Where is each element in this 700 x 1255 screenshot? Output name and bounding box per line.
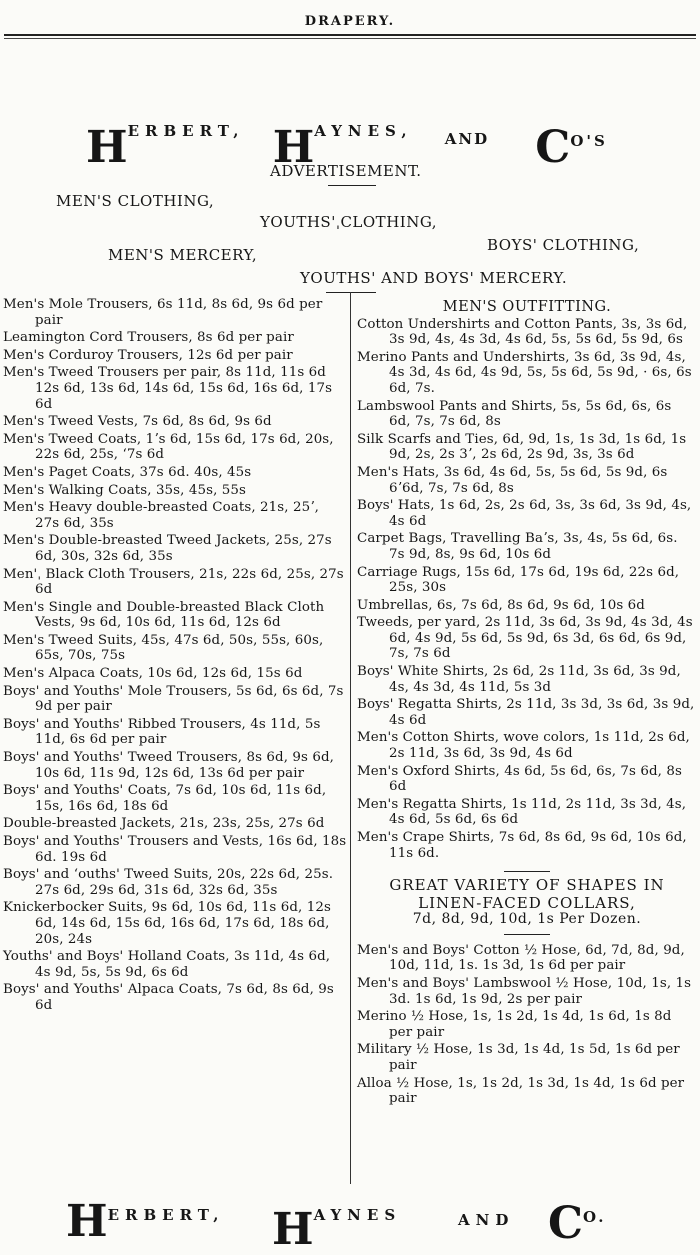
banner-boys-clothing: BOYS' CLOTHING,	[487, 236, 640, 254]
footer-herbert	[66, 1196, 225, 1247]
banner-youths-boys-mercery: YOUTHS' AND BOYS' MERCERY.	[300, 269, 568, 287]
banner-bottom-rule	[326, 292, 376, 293]
header-rule-thin	[4, 38, 696, 39]
list-item: Tweeds, per yard, 2s 11d, 3s 6d, 3s 9d, 4s 3d, 4s 6d, 4s 9d, 5s 6d, 5s 9d, 6s 3d, 6s 6d, 6s 9d, 7s, 7s 6d	[357, 615, 693, 662]
banner-subtitle: ADVERTISEMENT.	[270, 162, 422, 180]
banner-and: AND	[444, 130, 490, 148]
list-item: Men's Cotton Shirts, wove colors, 1s 11d, 2s 6d, 2s 11d, 3s 6d, 3s 9d, 4s 6d	[357, 730, 690, 762]
list-item: Men's Tweed Coats, 1ʼs 6d, 15s 6d, 17s 6d, 20s, 22s 6d, 25s, ʻ7s 6d	[3, 431, 334, 463]
banner-mens-clothing: MEN'S CLOTHING,	[56, 192, 215, 210]
banner-h-initial: H	[86, 122, 128, 173]
list-item: Men's and Boys' Cotton ½ Hose, 6d, 7d, 8d, 9d, 10d, 11d, 1s. 1s 3d, 1s 6d per pair	[357, 942, 685, 974]
banner-h2-initial: H	[272, 122, 315, 173]
list-item: Men's and Boys' Lambswool ½ Hose, 10d, 1s, 1s 3d. 1s 6d, 1s 9d, 2s per pair	[357, 975, 692, 1007]
collars-prices: 7d, 8d, 9d, 10d, 1s Per Dozen.	[412, 911, 642, 928]
list-item: Men's Paget Coats, 37s 6d. 40s, 45s	[3, 464, 252, 480]
banner-co: O'S	[570, 132, 608, 150]
list-item: Men's Heavy double-breasted Coats, 21s, 25ʼ, 27s 6d, 35s	[3, 500, 319, 531]
list-item: Lambswool Pants and Shirts, 5s, 5s 6d, 6s, 6s 6d, 7s, 7s 6d, 8s	[357, 398, 672, 430]
footer-haynes	[272, 1200, 402, 1255]
footer-h-initial: H	[66, 1196, 108, 1247]
list-item: Boys' and Youths' Tweed Trousers, 8s 6d, 9s 6d, 10s 6d, 11s 9d, 12s 6d, 13s 6d per pair	[3, 750, 335, 781]
outfitting-heading: MEN'S OUTFITTING.	[442, 299, 612, 315]
list-item: Boys' and ʻouths' Tweed Suits, 20s, 22s 6d, 25s. 27s 6d, 29s 6d, 31s 6d, 32s 6d, 35s	[3, 867, 334, 898]
section-title: DRAPERY.	[304, 14, 396, 29]
list-item: Boys' and Youths' Alpaca Coats, 7s 6d, 8s 6d, 9s 6d	[3, 982, 334, 1013]
list-item: Boys' and Youths' Mole Trousers, 5s 6d, 6s 6d, 7s 9d per pair	[3, 683, 344, 715]
list-item: Merino ½ Hose, 1s, 1s 2d, 1s 4d, 1s 6d, 1s 8d per pair	[357, 1009, 672, 1040]
list-item: Men's Corduroy Trousers, 12s 6d per pair	[3, 347, 293, 363]
footer-h2-initial: H	[272, 1204, 314, 1255]
list-item: Carriage Rugs, 15s 6d, 17s 6d, 19s 6d, 22s 6d, 25s, 30s	[357, 564, 680, 596]
list-item: Leamington Cord Trousers, 8s 6d per pair	[3, 330, 294, 346]
header-rule	[4, 34, 696, 36]
list-item: Men's Oxford Shirts, 4s 6d, 5s 6d, 6s, 7s 6d, 8s 6d	[357, 763, 682, 795]
footer-name-line	[0, 1196, 700, 1255]
list-item: Men's Alpaca Coats, 10s 6d, 12s 6d, 15s 6d	[3, 666, 303, 682]
footer-co	[548, 1198, 607, 1249]
banner-c-initial: C	[535, 122, 571, 173]
left-column	[3, 297, 347, 1016]
list-item: Youths' and Boys' Holland Coats, 3s 11d, 4s 6d, 4s 9d, 5s, 5s 9d, 6s 6d	[3, 949, 331, 980]
list-item: Boys' and Youths' Trousers and Vests, 16s 6d, 18s 6d. 19s 6d	[3, 834, 347, 865]
list-item: Knickerbocker Suits, 9s 6d, 10s 6d, 11s 6d, 12s 6d, 14s 6d, 15s 6d, 16s 6d, 17s 6d, 18s 6d, 20s, 24s	[3, 900, 331, 947]
list-item: Boys' and Youths' Coats, 7s 6d, 10s 6d, 11s 6d, 15s, 16s 6d, 18s 6d	[3, 783, 327, 814]
list-item: Boys' Regatta Shirts, 2s 11d, 3s 3d, 3s 6d, 3s 9d, 4s 6d	[357, 697, 695, 728]
list-item: Men's Mole Trousers, 6s 11d, 8s 6d, 9s 6d per pair	[3, 297, 323, 328]
list-item: Boys' and Youths' Ribbed Trousers, 4s 11d, 5s 11d, 6s 6d per pair	[3, 716, 321, 748]
list-item: Men's Walking Coats, 35s, 45s, 55s	[3, 482, 246, 498]
footer-and: AND	[458, 1211, 515, 1229]
list-item: Men'ˌ Black Cloth Trousers, 21s, 22s 6d, 25s, 27s 6d	[3, 566, 344, 598]
list-item: Men's Tweed Trousers per pair, 8s 11d, 11s 6d 12s 6d, 13s 6d, 14s 6d, 15s 6d, 16s 6d, 17s 6d	[3, 365, 333, 412]
list-item: Silk Scarfs and Ties, 6d, 9d, 1s, 1s 3d, 1s 6d, 1s 9d, 2s, 2s 3ʼ, 2s 6d, 2s 9d, 3s, 3s 6d	[357, 431, 687, 463]
list-item: Merino Pants and Undershirts, 3s 6d, 3s 9d, 4s, 4s 3d, 4s 6d, 4s 9d, 5s, 5s 6d, 5s 9d, · 6s, 6s 6d, 7s.	[357, 349, 692, 396]
list-item: Boys' White Shirts, 2s 6d, 2s 11d, 3s 6d, 3s 9d, 4s, 4s 3d, 4s 11d, 5s 3d	[357, 664, 681, 695]
list-item: Men's Double-breasted Tweed Jackets, 25s, 27s 6d, 30s, 32s 6d, 35s	[3, 533, 332, 564]
banner-youths-clothing: YOUTHS'ˌCLOTHING,	[260, 213, 438, 231]
list-item: Cotton Undershirts and Cotton Pants, 3s, 3s 6d, 3s 9d, 4s, 4s 3d, 4s 6d, 5s, 5s 6d, 5s 9d, 6s	[357, 316, 688, 348]
list-item: Men's Tweed Suits, 45s, 47s 6d, 50s, 55s, 60s, 65s, 70s, 75s	[3, 632, 324, 664]
collars-heading: GREAT VARIETY OF SHAPES IN LINEN-FACED COLLARS,	[389, 876, 665, 913]
list-item: Men's Crape Shirts, 7s 6d, 8s 6d, 9s 6d, 10s 6d, 11s 6d.	[357, 830, 687, 861]
list-item: Carpet Bags, Travelling Baʼs, 3s, 4s, 5s 6d, 6s. 7s 9d, 8s, 9s 6d, 10s 6d	[357, 531, 678, 562]
list-item: Alloa ½ Hose, 1s, 1s 2d, 1s 3d, 1s 4d, 1s 6d per pair	[357, 1075, 685, 1107]
list-item: Men's Hats, 3s 6d, 4s 6d, 5s, 5s 6d, 5s 9d, 6s 6ʼ6d, 7s, 7s 6d, 8s	[357, 464, 668, 496]
list-item: Boys' Hats, 1s 6d, 2s, 2s 6d, 3s, 3s 6d, 3s 9d, 4s, 4s 6d	[357, 498, 692, 529]
list-item: Umbrellas, 6s, 7s 6d, 8s 6d, 9s 6d, 10s 6d	[357, 597, 645, 613]
footer-and-wrap	[458, 1210, 514, 1229]
list-item: Men's Regatta Shirts, 1s 11d, 2s 11d, 3s 3d, 4s, 4s 6d, 5s 6d, 6s 6d	[357, 796, 687, 828]
right-column	[357, 300, 697, 1109]
column-divider	[350, 292, 351, 1184]
banner-subtitle-rule	[328, 185, 376, 186]
footer-haynes-rest: AYNES	[313, 1206, 402, 1224]
list-item: Double-breasted Jackets, 21s, 23s, 25s, 27s 6d	[3, 816, 325, 832]
footer-c-initial: C	[548, 1198, 584, 1249]
banner-mens-mercery: MEN'S MERCERY,	[108, 246, 258, 264]
collars-rule-bottom	[504, 934, 550, 935]
list-item: Men's Single and Double-breasted Black Cloth Vests, 9s 6d, 10s 6d, 11s 6d, 12s 6d	[3, 599, 325, 631]
footer-herbert-rest: ERBERT,	[107, 1206, 225, 1224]
footer-co-rest: O.	[583, 1208, 607, 1226]
banner-haynes: AYNES,	[314, 122, 413, 140]
banner-herbert: ERBERT,	[127, 122, 245, 140]
list-item: Men's Tweed Vests, 7s 6d, 8s 6d, 9s 6d	[3, 414, 272, 430]
list-item: Military ½ Hose, 1s 3d, 1s 4d, 1s 5d, 1s 6d per pair	[357, 1042, 680, 1073]
collars-rule-top	[504, 871, 550, 872]
